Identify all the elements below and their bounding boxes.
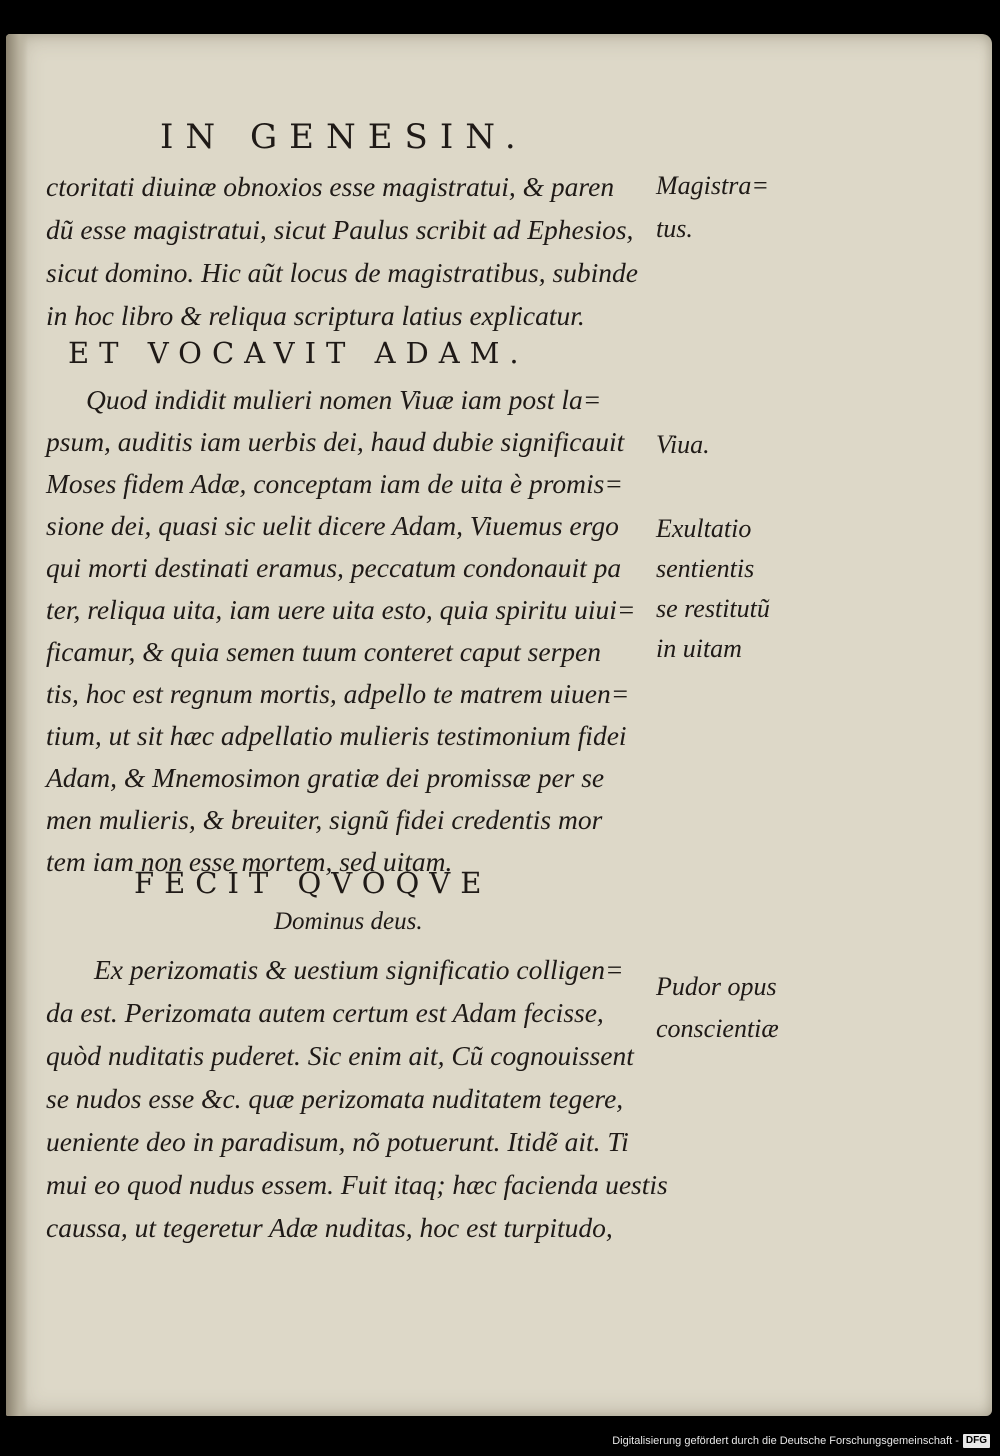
margin-note: se restitutũ	[656, 594, 770, 623]
text-line: ctoritati diuinæ obnoxios esse magistratui, & paren	[46, 171, 615, 202]
text-line: men mulieris, & breuiter, signũ fidei credentis mor	[46, 804, 603, 835]
text-line: da est. Perizomata autem certum est Adam fecisse,	[46, 997, 604, 1028]
text-line: in hoc libro & reliqua scriptura latius explicatur.	[46, 300, 585, 331]
dfg-logo: DFG	[963, 1434, 990, 1448]
margin-note: Pudor opus	[656, 972, 777, 1001]
book-spine-shadow	[6, 34, 28, 1416]
margin-note: conscientiæ	[656, 1014, 779, 1043]
text-line: psum, auditis iam uerbis dei, haud dubie significauit	[46, 426, 625, 457]
text-line: ter, reliqua uita, iam uere uita esto, quia spiritu uiui=	[46, 594, 636, 625]
text-line: ueniente deo in paradisum, nõ potuerunt. Itidẽ ait. Ti	[46, 1126, 629, 1157]
text-line: sione dei, quasi sic uelit dicere Adam, Viuemus ergo	[46, 510, 619, 541]
text-line: qui morti destinati eramus, peccatum condonauit pa	[46, 552, 622, 583]
text-line: Moses fidem Adæ, conceptam iam de uita è promis=	[46, 468, 623, 499]
text-line: tis, hoc est regnum mortis, adpello te matrem uiuen=	[46, 678, 630, 709]
text-line: caussa, ut tegeretur Adæ nuditas, hoc est turpitudo,	[46, 1212, 613, 1243]
section-subheading: Dominus deus.	[274, 908, 423, 935]
text-line: Quod indidit mulieri nomen Viuæ iam post la=	[86, 384, 602, 415]
margin-note: Exultatio	[656, 514, 752, 543]
text-line: tium, ut sit hæc adpellatio mulieris testimonium fidei	[46, 720, 627, 751]
margin-note: Magistra=	[656, 171, 769, 200]
text-line: Ex perizomatis & uestium significatio colligen=	[94, 954, 624, 985]
text-line: dũ esse magistratui, sicut Paulus scribit ad Ephesios,	[46, 214, 634, 245]
margin-note: sentientis	[656, 554, 755, 583]
text-line: sicut domino. Hic aũt locus de magistratibus, subinde	[46, 257, 638, 288]
text-line: Adam, & Mnemosimon gratiæ dei promissæ per se	[46, 762, 605, 793]
footer-credit	[612, 1432, 990, 1450]
margin-note: in uitam	[656, 634, 742, 663]
text-line: mui eo quod nudus essem. Fuit itaq; hæc facienda uestis	[46, 1169, 668, 1200]
margin-note: tus.	[656, 214, 693, 243]
section-heading: ET VOCAVIT ADAM.	[68, 336, 529, 370]
text-line: ficamur, & quia semen tuum conteret caput serpen	[46, 636, 601, 667]
text-line: quòd nuditatis puderet. Sic enim ait, Cũ cognouissent	[46, 1040, 634, 1071]
footer-text: Digitalisierung gefördert durch die Deutsche Forschungsgemeinschaft -	[612, 1435, 959, 1447]
running-head: IN GENESIN.	[160, 117, 528, 157]
text-line: tem iam non esse mortem, sed uitam.	[46, 846, 453, 877]
section-heading: FECIT QVOQVE	[134, 866, 492, 900]
margin-note: Viua.	[656, 430, 710, 459]
text-line: se nudos esse &c. quæ perizomata nuditatem tegere,	[46, 1083, 624, 1114]
book-page	[6, 34, 992, 1416]
